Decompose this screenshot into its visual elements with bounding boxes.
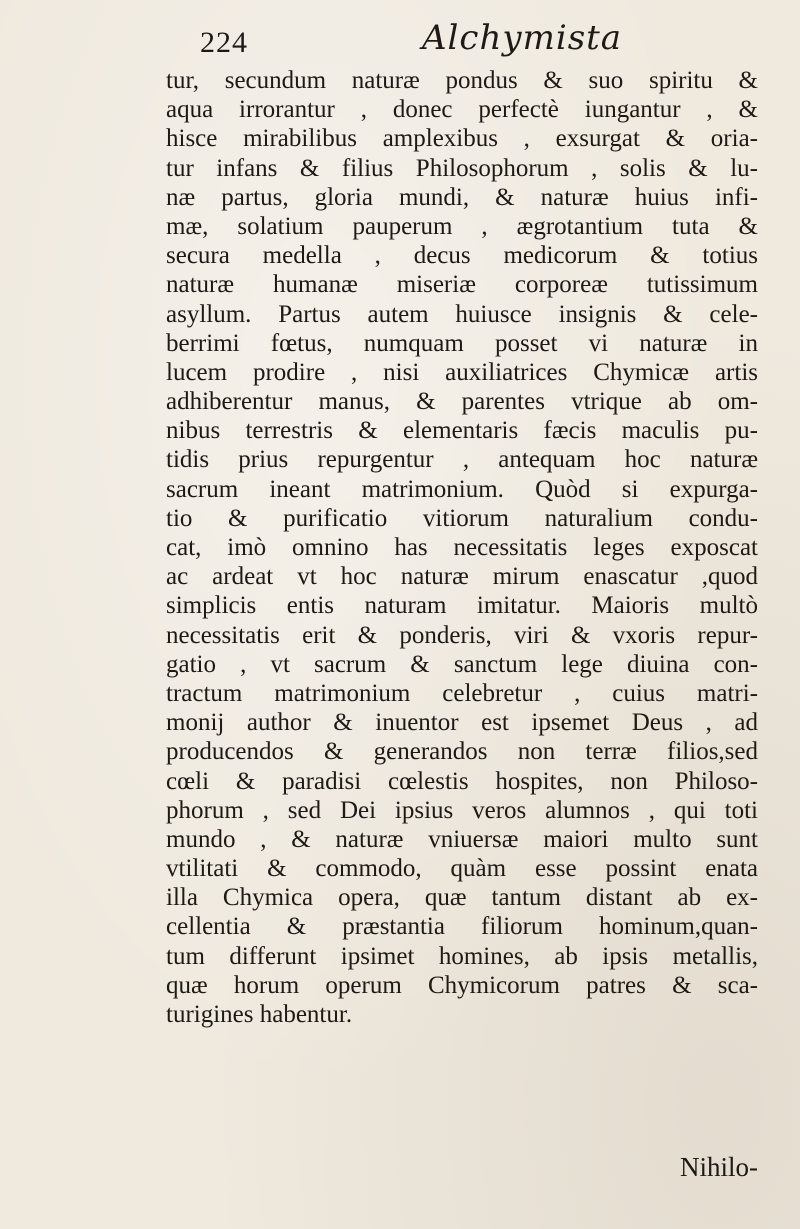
text-line: mæ, solatium pauperum , ægrotantium tuta &: [166, 212, 758, 240]
text-line: monij author & inuentor est ipsemet Deus , ad: [166, 709, 758, 737]
text-line: tur infans & filius Philosophorum , solis & lu-: [166, 154, 758, 182]
text-line: naturæ humanæ miseriæ corporeæ tutissimum: [166, 271, 758, 299]
body-text: [166, 66, 758, 1029]
page-number: 224: [200, 26, 248, 59]
catchword: Nihilo-: [680, 1152, 758, 1182]
text-line: næ partus, gloria mundi, & naturæ huius infi-: [166, 183, 758, 211]
running-title: Alchymista: [422, 18, 623, 58]
text-line: aqua irrorantur , donec perfectè iungantur , &: [166, 96, 758, 124]
page-header: [200, 14, 623, 70]
text-line: phorum , sed Dei ipsius veros alumnos , qui toti: [166, 796, 758, 824]
text-line: tum differunt ipsimet homines, ab ipsis metallis,: [166, 942, 758, 970]
text-line: tidis prius repurgentur , antequam hoc naturæ: [166, 446, 758, 474]
text-line: mundo , & naturæ vniuersæ maiori multo sunt: [166, 825, 758, 853]
text-line: hisce mirabilibus amplexibus , exsurgat & oria-: [166, 125, 758, 153]
text-line: adhiberentur manus, & parentes vtrique ab om-: [166, 388, 758, 416]
text-line: nibus terrestris & elementaris fæcis maculis pu-: [166, 417, 758, 445]
text-line: quæ horum operum Chymicorum patres & sca-: [166, 971, 758, 999]
text-line: tio & purificatio vitiorum naturalium condu-: [166, 504, 758, 532]
text-line: ac ardeat vt hoc naturæ mirum enascatur ,quod: [166, 563, 758, 591]
text-line: sacrum ineant matrimonium. Quòd si expurga-: [166, 475, 758, 503]
text-line: cat, imò omnino has necessitatis leges exposcat: [166, 534, 758, 561]
text-line: berrimi fœtus, numquam posset vi naturæ in: [166, 329, 758, 357]
text-line: gatio , vt sacrum & sanctum lege diuina con-: [166, 650, 758, 678]
text-line: illa Chymica opera, quæ tantum distant ab ex-: [166, 884, 758, 912]
text-line: lucem prodire , nisi auxiliatrices Chymicæ artis: [166, 358, 758, 386]
text-line: asyllum. Partus autem huiusce insignis & cele-: [166, 300, 758, 328]
text-line: cellentia & præstantia filiorum hominum,quan-: [166, 913, 758, 941]
text-line: tur, secundum naturæ pondus & suo spiritu &: [166, 67, 758, 94]
text-line: necessitatis erit & ponderis, viri & vxoris repur-: [166, 621, 758, 649]
text-line: producendos & generandos non terræ filios,sed: [166, 738, 758, 766]
text-line: secura medella , decus medicorum & totius: [166, 242, 758, 270]
text-line: tractum matrimonium celebretur , cuius matri-: [166, 679, 758, 707]
text-line: cœli & paradisi cœlestis hospites, non Philoso-: [166, 767, 758, 795]
text-line: simplicis entis naturam imitatur. Maioris multò: [166, 592, 758, 620]
text-line-last: turigines habentur.: [166, 1001, 353, 1028]
text-line: vtilitati & commodo, quàm esse possint enata: [166, 855, 758, 883]
